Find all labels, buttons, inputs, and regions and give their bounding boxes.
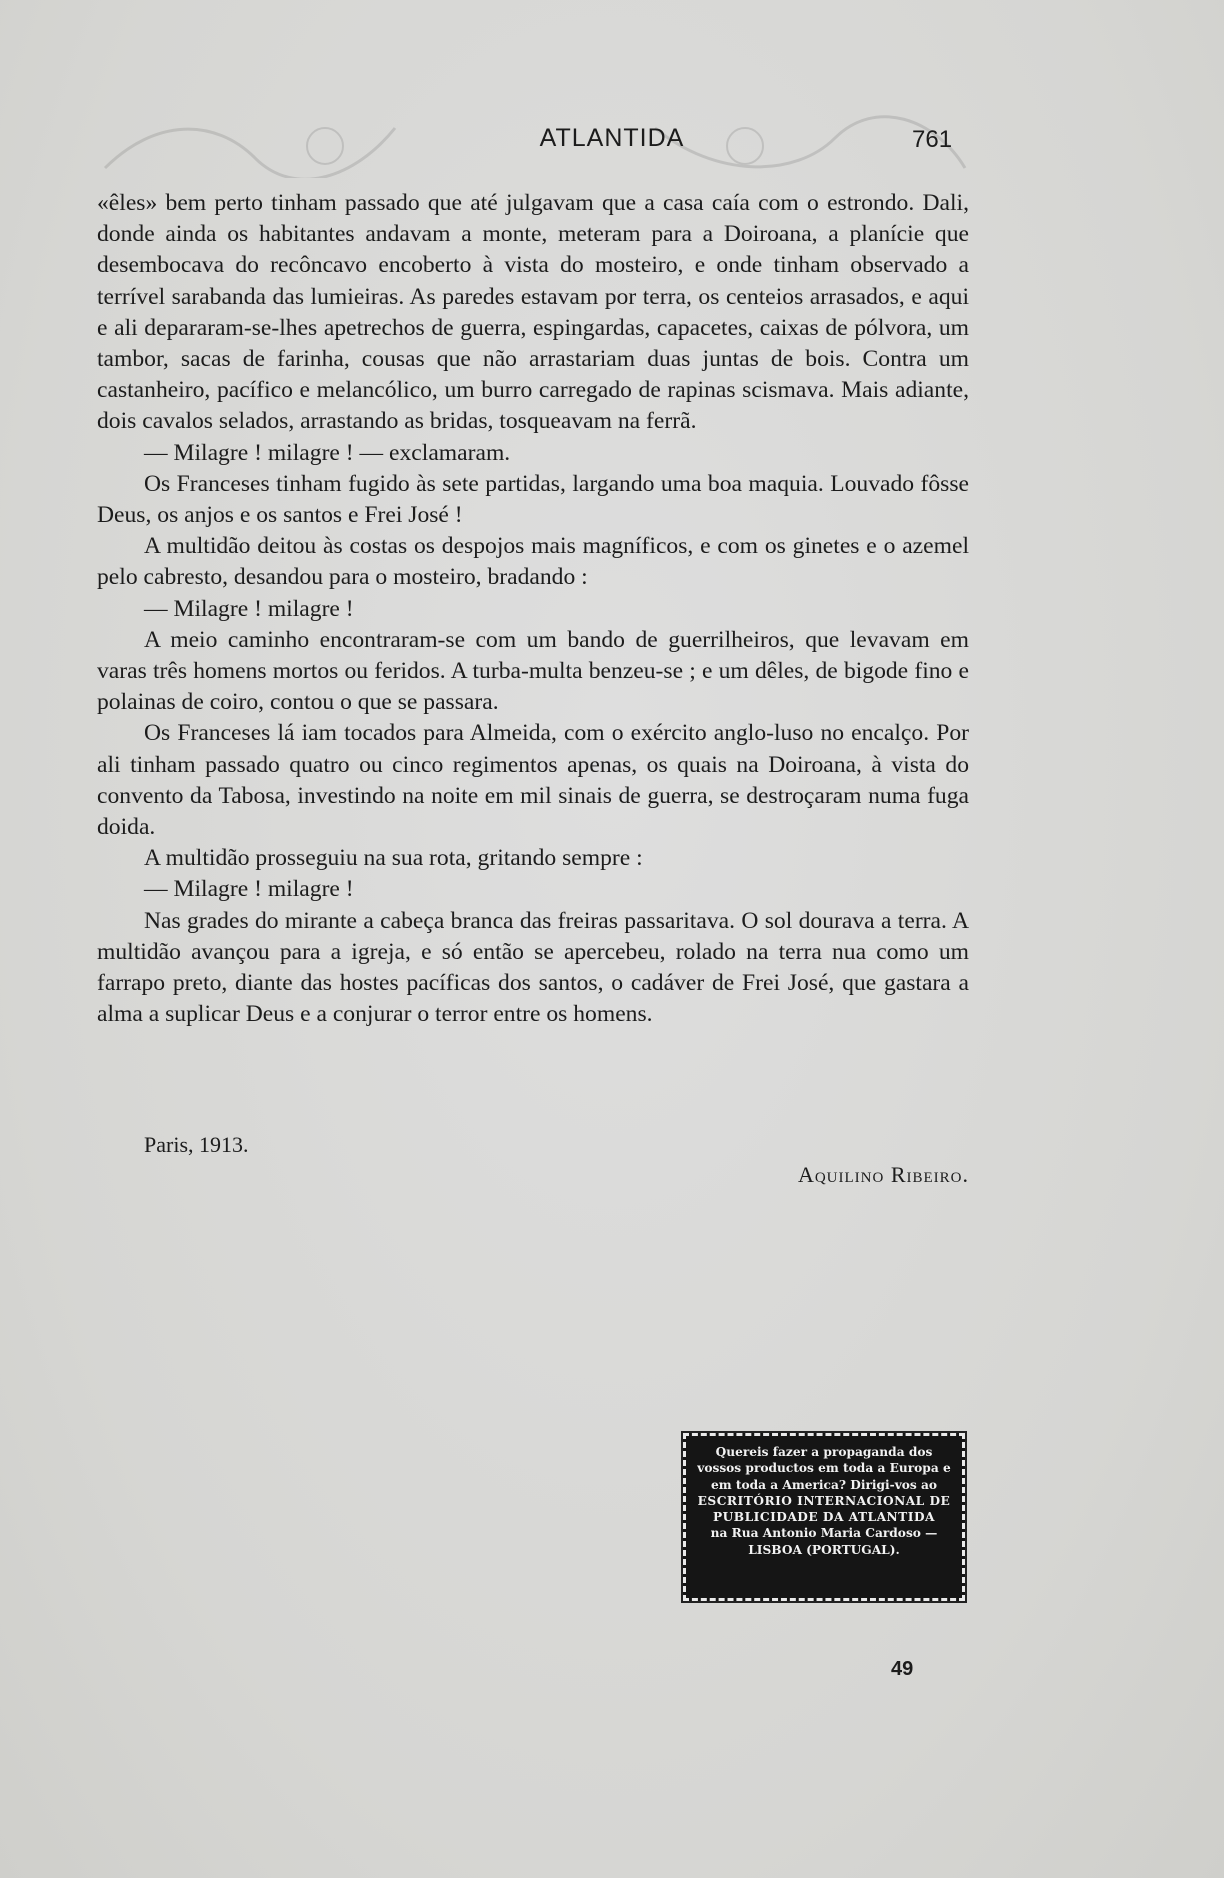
article-body xyxy=(97,188,969,1030)
paragraph: Nas grades do mirante a cabeça branca das freiras passaritava. O sol dourava a terra. A multidão avançou para a igreja, e só então se apercebeu, rolado na terra nua como um farrapo preto, diante das hostes pacíficas dos santos, o cadáver de Frei José, que gastara a alma a suplicar Deus e a conjurar o terror entre os homens. xyxy=(97,907,969,1028)
dateline: Paris, 1913. xyxy=(144,1132,249,1157)
advertisement-box xyxy=(683,1433,965,1601)
page-number: 761 xyxy=(912,126,953,153)
signature-mark: 49 xyxy=(891,1658,914,1680)
paragraph: Os Franceses tinham fugido às sete partidas, largando uma boa maquia. Louvado fôsse Deus, os anjos e os santos e Frei José ! xyxy=(97,470,969,529)
running-title: ATLANTIDA xyxy=(539,124,685,152)
signature-block xyxy=(97,1132,969,1202)
author-name: Aquilino Ribeiro. xyxy=(797,1162,969,1187)
paragraph: — Milagre ! milagre ! — exclamaram. xyxy=(144,439,511,466)
paragraph: «êles» bem perto tinham passado que até julgavam que a casa caía com o estrondo. Dali, donde ainda os habitantes andavam a monte, meteram para a Doiroana, a planície que desembocava do recôncavo encoberto à vista do mosteiro, e onde tinham observado a terrível sarabanda das lumieiras. As paredes estavam por terra, os centeios arrasados, e aqui e ali depararam-se-lhes apetrechos de guerra, espingardas, capacetes, caixas de pólvora, um tambor, sacas de farinha, cousas que não arrastariam duas juntas de bois. Contra um castanheiro, pacífico e melancólico, um burro carregado de rapinas scismava. Mais adiante, dois cavalos selados, arrastando as bridas, tosqueavam na ferrã. xyxy=(97,190,969,435)
paragraph: A meio caminho encontraram-se com um bando de guerrilheiros, que levavam em varas três homens mortos ou feridos. A turba-multa benzeu-se ; e um dêles, de bigode fino e polainas de coiro, contou o que se passara. xyxy=(97,626,969,716)
advertisement-address: na Rua Antonio Maria Cardoso — LISBOA (PORTUGAL). xyxy=(710,1526,938,1557)
paragraph: Os Franceses lá iam tocados para Almeida, com o exército anglo-luso no encalço. Por ali tinham passado quatro ou cinco regimentos apenas, os quais na Doiroana, à vista do convento da Tabosa, investindo na noite em mil sinais de guerra, se destroçaram numa fuga doida. xyxy=(97,720,969,841)
advertisement-firm: ESCRITÓRIO INTERNACIONAL DE PUBLICIDADE DA ATLANTIDA xyxy=(697,1493,951,1525)
paragraph: — Milagre ! milagre ! xyxy=(144,876,354,903)
paragraph: A multidão prosseguiu na sua rota, gritando sempre : xyxy=(144,845,643,872)
paragraph: A multidão deitou às costas os despojos mais magníficos, e com os ginetes e o azemel pelo cabresto, desandou para o mosteiro, bradando : xyxy=(97,533,969,591)
paragraph: — Milagre ! milagre ! xyxy=(144,595,354,622)
advertisement-text: Quereis fazer a propaganda dos vossos productos em toda a Europa e em toda a America? Dirigi-vos ao xyxy=(697,1445,951,1492)
